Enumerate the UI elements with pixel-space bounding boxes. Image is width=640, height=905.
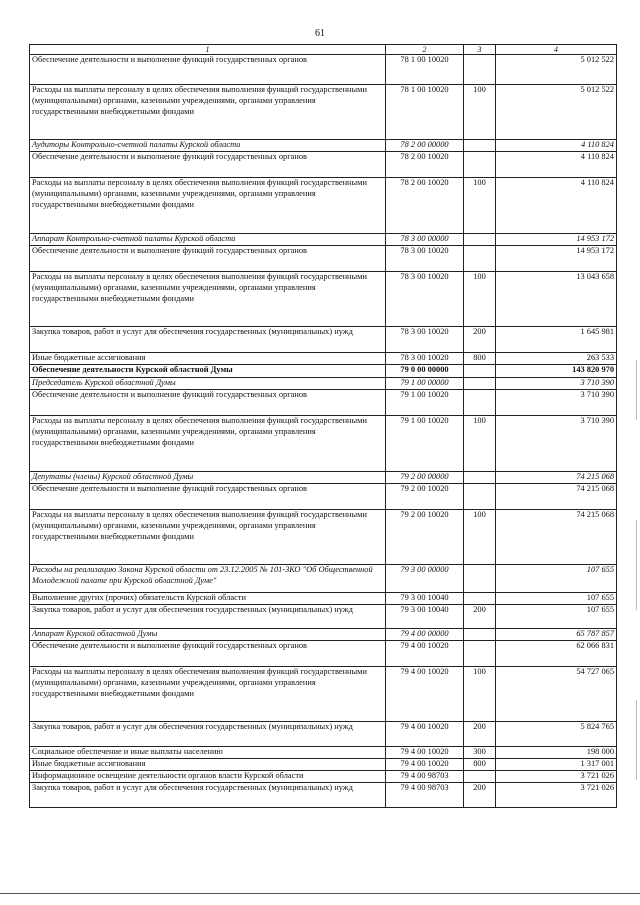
row-amount: 4 110 824: [496, 140, 617, 152]
row-amount: 74 215 068: [496, 472, 617, 484]
row-expense-type: [464, 484, 496, 510]
column-number-4: 4: [496, 45, 617, 55]
row-code: 79 4 00 00000: [386, 629, 464, 641]
row-amount: 13 043 658: [496, 272, 617, 327]
row-code: 79 4 00 98703: [386, 783, 464, 808]
row-code: 78 3 00 10020: [386, 353, 464, 365]
row-name: Расходы на выплаты персоналу в целях обеспечения выполнения функций государственными (муниципальными) органами, казенными учреждениями, органами управления государственными внебюджетными фондами: [30, 416, 386, 472]
row-code: 79 3 00 10040: [386, 605, 464, 629]
table-row: [30, 365, 617, 378]
table-row: [30, 234, 617, 246]
row-amount: 74 215 068: [496, 510, 617, 565]
column-number-3: 3: [464, 45, 496, 55]
row-code: 78 3 00 10020: [386, 246, 464, 272]
table-row: [30, 390, 617, 416]
row-name: Иные бюджетные ассигнования: [30, 759, 386, 771]
column-number-1: 1: [30, 45, 386, 55]
row-amount: 1 317 001: [496, 759, 617, 771]
row-code: 79 4 00 10020: [386, 667, 464, 722]
row-name: Иные бюджетные ассигнования: [30, 353, 386, 365]
table-body: [30, 55, 617, 808]
table-row: [30, 378, 617, 390]
table-row: [30, 783, 617, 808]
row-amount: 107 655: [496, 565, 617, 593]
row-expense-type: [464, 365, 496, 378]
row-amount: 263 533: [496, 353, 617, 365]
row-expense-type: [464, 246, 496, 272]
row-amount: 74 215 068: [496, 484, 617, 510]
scan-edge-mark: [636, 700, 637, 780]
row-name: Расходы на выплаты персоналу в целях обеспечения выполнения функций государственными (муниципальными) органами, казенными учреждениями, органами управления государственными внебюджетными фондами: [30, 667, 386, 722]
table-row: [30, 641, 617, 667]
row-code: 79 3 00 00000: [386, 565, 464, 593]
row-amount: 1 645 981: [496, 327, 617, 353]
row-expense-type: 100: [464, 510, 496, 565]
page-bottom-rule: [0, 893, 640, 894]
table-row: [30, 272, 617, 327]
row-code: 79 4 00 10020: [386, 722, 464, 747]
table-row: [30, 722, 617, 747]
row-name: Закупка товаров, работ и услуг для обеспечения государственных (муниципальных) нужд: [30, 605, 386, 629]
column-number-2: 2: [386, 45, 464, 55]
row-expense-type: [464, 565, 496, 593]
row-name: Обеспечение деятельности и выполнение функций государственных органов: [30, 152, 386, 178]
row-name: Обеспечение деятельности и выполнение функций государственных органов: [30, 484, 386, 510]
table-row: [30, 510, 617, 565]
row-name: Социальное обеспечение и иные выплаты населению: [30, 747, 386, 759]
table-row: [30, 178, 617, 234]
row-amount: 4 110 824: [496, 152, 617, 178]
row-expense-type: 200: [464, 605, 496, 629]
row-name: Закупка товаров, работ и услуг для обеспечения государственных (муниципальных) нужд: [30, 327, 386, 353]
row-name: Аппарат Контрольно-счетной палаты Курской области: [30, 234, 386, 246]
row-expense-type: 200: [464, 722, 496, 747]
row-expense-type: [464, 234, 496, 246]
row-code: 79 4 00 10020: [386, 641, 464, 667]
row-code: 79 1 00 00000: [386, 378, 464, 390]
row-name: Аппарат Курской областной Думы: [30, 629, 386, 641]
row-amount: 107 655: [496, 593, 617, 605]
row-code: 79 0 00 00000: [386, 365, 464, 378]
row-expense-type: [464, 629, 496, 641]
row-code: 79 4 00 10020: [386, 747, 464, 759]
budget-table: [29, 44, 617, 808]
row-name: Аудиторы Контрольно-счетной палаты Курской области: [30, 140, 386, 152]
row-expense-type: [464, 390, 496, 416]
row-name: Закупка товаров, работ и услуг для обеспечения государственных (муниципальных) нужд: [30, 783, 386, 808]
table-row: [30, 327, 617, 353]
row-amount: 3 710 390: [496, 416, 617, 472]
row-name: Информационное освещение деятельности органов власти Курской области: [30, 771, 386, 783]
row-code: 78 2 00 10020: [386, 178, 464, 234]
row-name: Обеспечение деятельности Курской областной Думы: [30, 365, 386, 378]
row-expense-type: [464, 378, 496, 390]
page-number: 61: [315, 28, 325, 39]
table-row: [30, 605, 617, 629]
row-name: Расходы на выплаты персоналу в целях обеспечения выполнения функций государственными (муниципальными) органами, казенными учреждениями, органами управления государственными внебюджетными фондами: [30, 85, 386, 140]
table-row: [30, 747, 617, 759]
row-amount: 14 953 172: [496, 234, 617, 246]
row-amount: 54 727 065: [496, 667, 617, 722]
row-amount: 143 820 970: [496, 365, 617, 378]
row-name: Обеспечение деятельности и выполнение функций государственных органов: [30, 641, 386, 667]
row-code: 79 3 00 10040: [386, 593, 464, 605]
row-expense-type: [464, 472, 496, 484]
row-code: 79 1 00 10020: [386, 416, 464, 472]
row-expense-type: 100: [464, 178, 496, 234]
row-code: 78 2 00 00000: [386, 140, 464, 152]
column-number-row: [30, 45, 617, 55]
table-row: [30, 484, 617, 510]
row-amount: 3 710 390: [496, 390, 617, 416]
row-code: 79 4 00 10020: [386, 759, 464, 771]
row-code: 78 3 00 00000: [386, 234, 464, 246]
row-name: Расходы на выплаты персоналу в целях обеспечения выполнения функций государственными (муниципальными) органами, казенными учреждениями, органами управления государственными внебюджетными фондами: [30, 510, 386, 565]
row-expense-type: 200: [464, 783, 496, 808]
row-expense-type: 100: [464, 667, 496, 722]
row-code: 78 1 00 10020: [386, 85, 464, 140]
row-name: Депутаты (члены) Курской областной Думы: [30, 472, 386, 484]
row-name: Закупка товаров, работ и услуг для обеспечения государственных (муниципальных) нужд: [30, 722, 386, 747]
row-expense-type: 100: [464, 416, 496, 472]
row-amount: 5 824 765: [496, 722, 617, 747]
row-expense-type: [464, 55, 496, 85]
row-expense-type: 100: [464, 85, 496, 140]
table-row: [30, 353, 617, 365]
table-row: [30, 416, 617, 472]
row-name: Расходы на выплаты персоналу в целях обеспечения выполнения функций государственными (муниципальными) органами, казенными учреждениями, органами управления государственными внебюджетными фондами: [30, 272, 386, 327]
row-amount: 107 655: [496, 605, 617, 629]
row-amount: 5 012 522: [496, 55, 617, 85]
row-expense-type: 800: [464, 353, 496, 365]
row-code: 78 3 00 10020: [386, 272, 464, 327]
table-row: [30, 246, 617, 272]
scan-edge-mark: [636, 520, 637, 610]
row-amount: 3 721 026: [496, 771, 617, 783]
row-expense-type: [464, 152, 496, 178]
row-code: 78 3 00 10020: [386, 327, 464, 353]
row-code: 79 4 00 98703: [386, 771, 464, 783]
row-code: 78 2 00 10020: [386, 152, 464, 178]
scan-edge-mark: [636, 360, 637, 420]
row-expense-type: [464, 593, 496, 605]
table-row: [30, 593, 617, 605]
table-row: [30, 629, 617, 641]
table-row: [30, 472, 617, 484]
row-name: Расходы на выплаты персоналу в целях обеспечения выполнения функций государственными (муниципальными) органами, казенными учреждениями, органами управления государственными внебюджетными фондами: [30, 178, 386, 234]
row-name: Председатель Курской областной Думы: [30, 378, 386, 390]
table-row: [30, 759, 617, 771]
table-row: [30, 565, 617, 593]
row-expense-type: [464, 140, 496, 152]
row-amount: 65 787 857: [496, 629, 617, 641]
row-code: 79 2 00 10020: [386, 484, 464, 510]
row-name: Выполнение других (прочих) обязательств Курской области: [30, 593, 386, 605]
row-expense-type: 100: [464, 272, 496, 327]
row-name: Обеспечение деятельности и выполнение функций государственных органов: [30, 390, 386, 416]
row-expense-type: [464, 771, 496, 783]
row-code: 79 1 00 10020: [386, 390, 464, 416]
table-row: [30, 140, 617, 152]
row-code: 79 2 00 10020: [386, 510, 464, 565]
row-name: Расходы на реализацию Закона Курской области от 23.12.2005 № 101-ЗКО "Об Общественной Молодежной палате при Курской областной Думе": [30, 565, 386, 593]
row-amount: 3 710 390: [496, 378, 617, 390]
row-amount: 14 953 172: [496, 246, 617, 272]
row-code: 78 1 00 10020: [386, 55, 464, 85]
table-row: [30, 55, 617, 85]
row-expense-type: [464, 641, 496, 667]
row-expense-type: 300: [464, 747, 496, 759]
table-row: [30, 771, 617, 783]
table-row: [30, 85, 617, 140]
row-name: Обеспечение деятельности и выполнение функций государственных органов: [30, 55, 386, 85]
row-expense-type: 200: [464, 327, 496, 353]
table-row: [30, 667, 617, 722]
row-expense-type: 800: [464, 759, 496, 771]
row-amount: 198 000: [496, 747, 617, 759]
row-code: 79 2 00 00000: [386, 472, 464, 484]
row-amount: 62 066 831: [496, 641, 617, 667]
row-name: Обеспечение деятельности и выполнение функций государственных органов: [30, 246, 386, 272]
table-row: [30, 152, 617, 178]
row-amount: 3 721 026: [496, 783, 617, 808]
row-amount: 5 012 522: [496, 85, 617, 140]
row-amount: 4 110 824: [496, 178, 617, 234]
